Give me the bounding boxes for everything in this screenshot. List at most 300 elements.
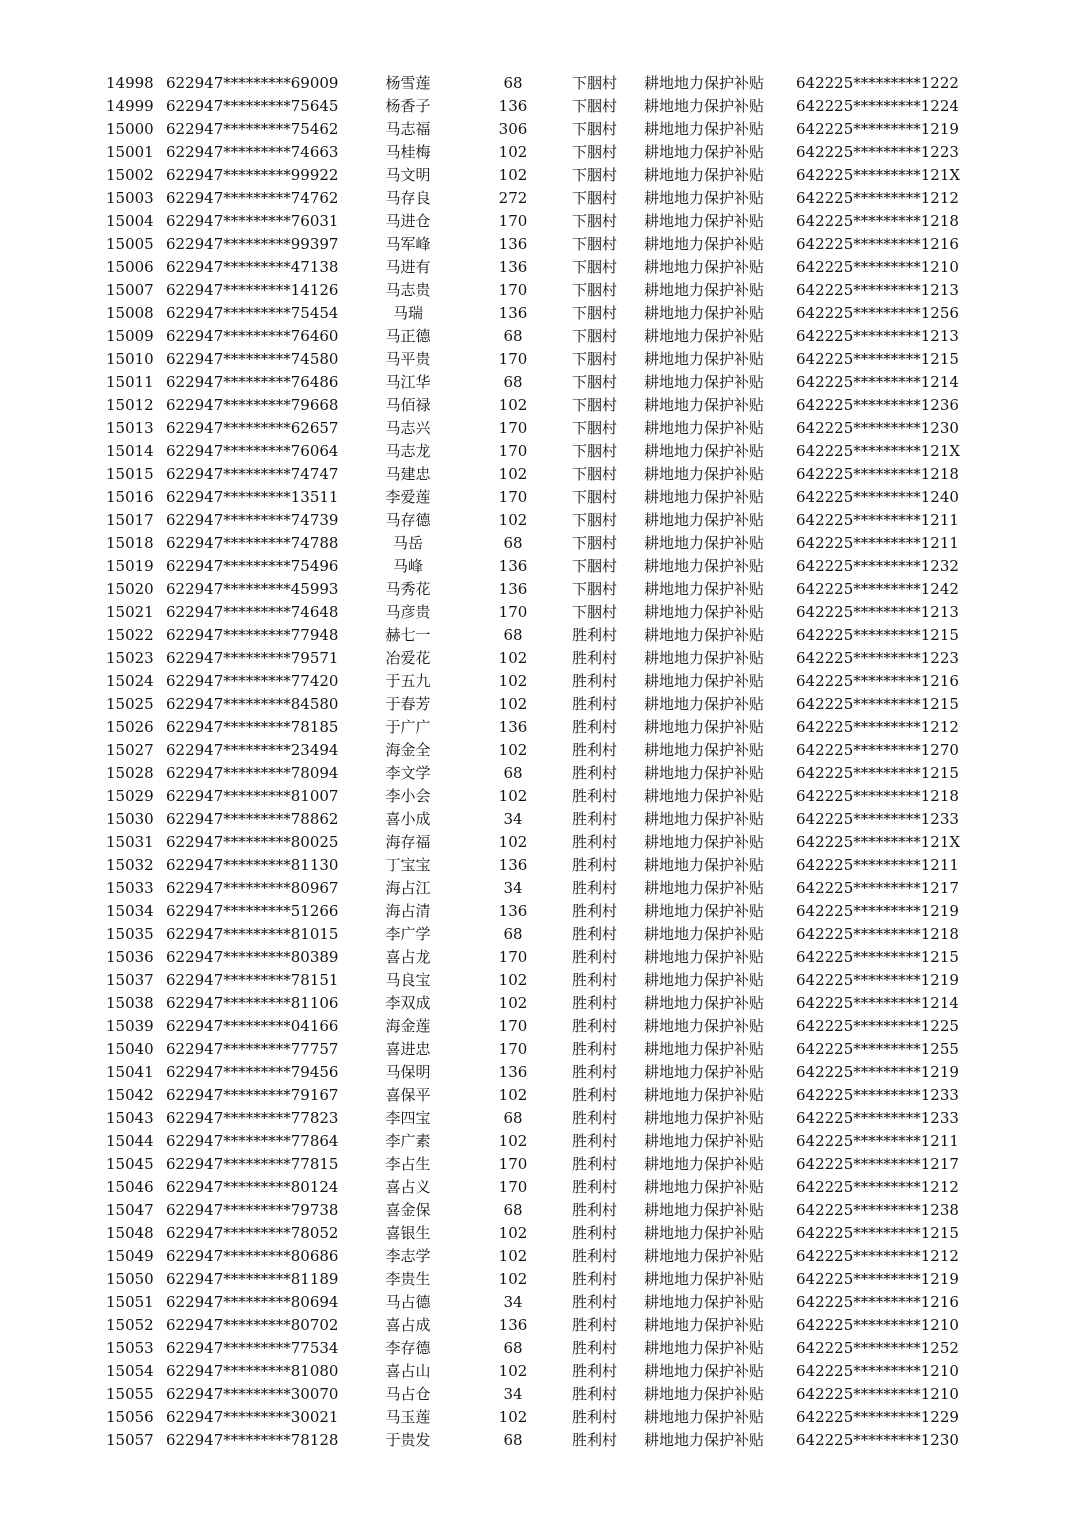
table-row: [0, 141, 1074, 164]
seq-number-cell: 15016: [106, 488, 154, 506]
subsidy-item-cell: 耕地地力保护补贴: [644, 304, 765, 322]
account-number-cell: 622947*********74580: [166, 350, 339, 368]
account-number-cell: 622947*********23494: [166, 741, 339, 759]
id-number-cell: 642225*********1215: [796, 948, 959, 966]
village-cell: 下胭村: [572, 327, 618, 345]
subsidy-item-cell: 耕地地力保护补贴: [644, 695, 765, 713]
name-cell: 马秀花: [385, 580, 431, 598]
village-cell: 下胭村: [572, 235, 618, 253]
amount-cell: 170: [498, 442, 528, 460]
village-cell: 下胭村: [572, 488, 618, 506]
amount-cell: 68: [503, 1431, 523, 1449]
id-number-cell: 642225*********1213: [796, 281, 959, 299]
seq-number-cell: 15027: [106, 741, 154, 759]
table-row: [0, 1245, 1074, 1268]
name-cell: 李存德: [385, 1339, 431, 1357]
village-cell: 下胭村: [572, 557, 618, 575]
table-row: [0, 1291, 1074, 1314]
seq-number-cell: 15055: [106, 1385, 154, 1403]
amount-cell: 136: [498, 1063, 528, 1081]
seq-number-cell: 15030: [106, 810, 154, 828]
amount-cell: 170: [498, 1178, 528, 1196]
table-row: [0, 302, 1074, 325]
name-cell: 马彦贵: [385, 603, 431, 621]
seq-number-cell: 15023: [106, 649, 154, 667]
seq-number-cell: 15004: [106, 212, 154, 230]
subsidy-item-cell: 耕地地力保护补贴: [644, 465, 765, 483]
amount-cell: 102: [498, 1132, 528, 1150]
seq-number-cell: 15036: [106, 948, 154, 966]
village-cell: 胜利村: [572, 787, 618, 805]
account-number-cell: 622947*********75645: [166, 97, 339, 115]
table-row: [0, 371, 1074, 394]
seq-number-cell: 15001: [106, 143, 154, 161]
subsidy-item-cell: 耕地地力保护补贴: [644, 580, 765, 598]
seq-number-cell: 15010: [106, 350, 154, 368]
account-number-cell: 622947*********81189: [166, 1270, 339, 1288]
seq-number-cell: 15044: [106, 1132, 154, 1150]
account-number-cell: 622947*********81106: [166, 994, 339, 1012]
seq-number-cell: 15019: [106, 557, 154, 575]
subsidy-item-cell: 耕地地力保护补贴: [644, 1155, 765, 1173]
id-number-cell: 642225*********1218: [796, 925, 959, 943]
amount-cell: 136: [498, 557, 528, 575]
id-number-cell: 642225*********1218: [796, 787, 959, 805]
name-cell: 喜占成: [385, 1316, 431, 1334]
subsidy-item-cell: 耕地地力保护补贴: [644, 166, 765, 184]
amount-cell: 170: [498, 603, 528, 621]
id-number-cell: 642225*********1230: [796, 419, 959, 437]
account-number-cell: 622947*********62657: [166, 419, 339, 437]
amount-cell: 68: [503, 373, 523, 391]
id-number-cell: 642225*********1217: [796, 1155, 959, 1173]
account-number-cell: 622947*********79571: [166, 649, 339, 667]
account-number-cell: 622947*********79167: [166, 1086, 339, 1104]
village-cell: 胜利村: [572, 1178, 618, 1196]
id-number-cell: 642225*********1213: [796, 603, 959, 621]
id-number-cell: 642225*********1219: [796, 902, 959, 920]
amount-cell: 102: [498, 695, 528, 713]
seq-number-cell: 15028: [106, 764, 154, 782]
id-number-cell: 642225*********1215: [796, 764, 959, 782]
subsidy-item-cell: 耕地地力保护补贴: [644, 603, 765, 621]
seq-number-cell: 15048: [106, 1224, 154, 1242]
village-cell: 下胭村: [572, 465, 618, 483]
account-number-cell: 622947*********81007: [166, 787, 339, 805]
seq-number-cell: 15005: [106, 235, 154, 253]
account-number-cell: 622947*********77534: [166, 1339, 339, 1357]
id-number-cell: 642225*********1238: [796, 1201, 959, 1219]
village-cell: 胜利村: [572, 672, 618, 690]
id-number-cell: 642225*********1211: [796, 511, 959, 529]
name-cell: 李志学: [385, 1247, 431, 1265]
village-cell: 下胭村: [572, 511, 618, 529]
amount-cell: 102: [498, 1224, 528, 1242]
village-cell: 下胭村: [572, 350, 618, 368]
seq-number-cell: 15033: [106, 879, 154, 897]
subsidy-item-cell: 耕地地力保护补贴: [644, 235, 765, 253]
name-cell: 马军峰: [385, 235, 431, 253]
village-cell: 胜利村: [572, 856, 618, 874]
amount-cell: 102: [498, 1270, 528, 1288]
village-cell: 胜利村: [572, 1385, 618, 1403]
name-cell: 丁宝宝: [385, 856, 431, 874]
subsidy-item-cell: 耕地地力保护补贴: [644, 764, 765, 782]
subsidy-item-cell: 耕地地力保护补贴: [644, 925, 765, 943]
account-number-cell: 622947*********77420: [166, 672, 339, 690]
table-row: [0, 946, 1074, 969]
amount-cell: 102: [498, 971, 528, 989]
amount-cell: 306: [498, 120, 528, 138]
account-number-cell: 622947*********77823: [166, 1109, 339, 1127]
village-cell: 下胭村: [572, 258, 618, 276]
subsidy-item-cell: 耕地地力保护补贴: [644, 442, 765, 460]
account-number-cell: 622947*********99397: [166, 235, 339, 253]
amount-cell: 102: [498, 994, 528, 1012]
id-number-cell: 642225*********1256: [796, 304, 959, 322]
amount-cell: 102: [498, 649, 528, 667]
seq-number-cell: 15056: [106, 1408, 154, 1426]
village-cell: 胜利村: [572, 741, 618, 759]
account-number-cell: 622947*********74788: [166, 534, 339, 552]
name-cell: 李四宝: [385, 1109, 431, 1127]
village-cell: 下胭村: [572, 534, 618, 552]
id-number-cell: 642225*********1242: [796, 580, 959, 598]
name-cell: 马志龙: [385, 442, 431, 460]
amount-cell: 136: [498, 97, 528, 115]
seq-number-cell: 15038: [106, 994, 154, 1012]
account-number-cell: 622947*********14126: [166, 281, 339, 299]
subsidy-item-cell: 耕地地力保护补贴: [644, 879, 765, 897]
subsidy-item-cell: 耕地地力保护补贴: [644, 1339, 765, 1357]
amount-cell: 170: [498, 488, 528, 506]
id-number-cell: 642225*********1212: [796, 718, 959, 736]
amount-cell: 68: [503, 925, 523, 943]
name-cell: 李广学: [385, 925, 431, 943]
id-number-cell: 642225*********1213: [796, 327, 959, 345]
id-number-cell: 642225*********1210: [796, 1385, 959, 1403]
account-number-cell: 622947*********84580: [166, 695, 339, 713]
seq-number-cell: 15029: [106, 787, 154, 805]
name-cell: 李广素: [385, 1132, 431, 1150]
seq-number-cell: 15003: [106, 189, 154, 207]
seq-number-cell: 15041: [106, 1063, 154, 1081]
id-number-cell: 642225*********1218: [796, 212, 959, 230]
name-cell: 马保明: [385, 1063, 431, 1081]
village-cell: 下胭村: [572, 603, 618, 621]
id-number-cell: 642225*********1219: [796, 971, 959, 989]
seq-number-cell: 15021: [106, 603, 154, 621]
amount-cell: 136: [498, 258, 528, 276]
village-cell: 胜利村: [572, 1132, 618, 1150]
seq-number-cell: 15039: [106, 1017, 154, 1035]
account-number-cell: 622947*********80124: [166, 1178, 339, 1196]
seq-number-cell: 15050: [106, 1270, 154, 1288]
name-cell: 于五九: [385, 672, 431, 690]
subsidy-item-cell: 耕地地力保护补贴: [644, 1086, 765, 1104]
table-row: [0, 1429, 1074, 1452]
seq-number-cell: 15009: [106, 327, 154, 345]
village-cell: 胜利村: [572, 1408, 618, 1426]
seq-number-cell: 15037: [106, 971, 154, 989]
name-cell: 喜进忠: [385, 1040, 431, 1058]
name-cell: 于贵发: [385, 1431, 431, 1449]
account-number-cell: 622947*********74739: [166, 511, 339, 529]
id-number-cell: 642225*********1216: [796, 1293, 959, 1311]
seq-number-cell: 15054: [106, 1362, 154, 1380]
amount-cell: 68: [503, 1201, 523, 1219]
account-number-cell: 622947*********04166: [166, 1017, 339, 1035]
village-cell: 胜利村: [572, 626, 618, 644]
account-number-cell: 622947*********80702: [166, 1316, 339, 1334]
seq-number-cell: 15034: [106, 902, 154, 920]
village-cell: 下胭村: [572, 580, 618, 598]
id-number-cell: 642225*********1212: [796, 189, 959, 207]
account-number-cell: 622947*********78151: [166, 971, 339, 989]
account-number-cell: 622947*********77864: [166, 1132, 339, 1150]
name-cell: 马良宝: [385, 971, 431, 989]
subsidy-item-cell: 耕地地力保护补贴: [644, 1408, 765, 1426]
amount-cell: 170: [498, 948, 528, 966]
id-number-cell: 642225*********1215: [796, 695, 959, 713]
amount-cell: 102: [498, 1247, 528, 1265]
id-number-cell: 642225*********1270: [796, 741, 959, 759]
subsidy-item-cell: 耕地地力保护补贴: [644, 1178, 765, 1196]
table-row: [0, 900, 1074, 923]
id-number-cell: 642225*********1223: [796, 649, 959, 667]
id-number-cell: 642225*********1225: [796, 1017, 959, 1035]
id-number-cell: 642225*********1224: [796, 97, 959, 115]
table-row: [0, 325, 1074, 348]
subsidy-item-cell: 耕地地力保护补贴: [644, 1017, 765, 1035]
village-cell: 胜利村: [572, 994, 618, 1012]
amount-cell: 102: [498, 396, 528, 414]
account-number-cell: 622947*********30021: [166, 1408, 339, 1426]
account-number-cell: 622947*********78094: [166, 764, 339, 782]
amount-cell: 68: [503, 1109, 523, 1127]
amount-cell: 68: [503, 626, 523, 644]
table-row: [0, 923, 1074, 946]
village-cell: 胜利村: [572, 649, 618, 667]
name-cell: 喜银生: [385, 1224, 431, 1242]
account-number-cell: 622947*********80389: [166, 948, 339, 966]
seq-number-cell: 15026: [106, 718, 154, 736]
seq-number-cell: 15008: [106, 304, 154, 322]
village-cell: 胜利村: [572, 971, 618, 989]
amount-cell: 136: [498, 902, 528, 920]
name-cell: 于春芳: [385, 695, 431, 713]
seq-number-cell: 15015: [106, 465, 154, 483]
account-number-cell: 622947*********78862: [166, 810, 339, 828]
amount-cell: 170: [498, 212, 528, 230]
subsidy-item-cell: 耕地地力保护补贴: [644, 1109, 765, 1127]
table-row: [0, 693, 1074, 716]
account-number-cell: 622947*********30070: [166, 1385, 339, 1403]
id-number-cell: 642225*********1232: [796, 557, 959, 575]
account-number-cell: 622947*********69009: [166, 74, 339, 92]
name-cell: 马占德: [385, 1293, 431, 1311]
name-cell: 李爱莲: [385, 488, 431, 506]
id-number-cell: 642225*********1214: [796, 994, 959, 1012]
account-number-cell: 622947*********81080: [166, 1362, 339, 1380]
subsidy-item-cell: 耕地地力保护补贴: [644, 741, 765, 759]
id-number-cell: 642225*********1215: [796, 1224, 959, 1242]
id-number-cell: 642225*********1216: [796, 672, 959, 690]
village-cell: 胜利村: [572, 833, 618, 851]
account-number-cell: 622947*********99922: [166, 166, 339, 184]
seq-number-cell: 15035: [106, 925, 154, 943]
village-cell: 胜利村: [572, 1155, 618, 1173]
subsidy-item-cell: 耕地地力保护补贴: [644, 557, 765, 575]
table-row: [0, 831, 1074, 854]
id-number-cell: 642225*********121X: [796, 442, 961, 460]
subsidy-item-cell: 耕地地力保护补贴: [644, 258, 765, 276]
amount-cell: 102: [498, 1408, 528, 1426]
seq-number-cell: 15042: [106, 1086, 154, 1104]
name-cell: 海占江: [385, 879, 431, 897]
subsidy-item-cell: 耕地地力保护补贴: [644, 718, 765, 736]
account-number-cell: 622947*********79738: [166, 1201, 339, 1219]
amount-cell: 170: [498, 281, 528, 299]
subsidy-item-cell: 耕地地力保护补贴: [644, 534, 765, 552]
village-cell: 胜利村: [572, 1224, 618, 1242]
amount-cell: 68: [503, 74, 523, 92]
seq-number-cell: 15057: [106, 1431, 154, 1449]
account-number-cell: 622947*********77757: [166, 1040, 339, 1058]
village-cell: 胜利村: [572, 1247, 618, 1265]
amount-cell: 136: [498, 856, 528, 874]
amount-cell: 136: [498, 1316, 528, 1334]
amount-cell: 170: [498, 1155, 528, 1173]
subsidy-item-cell: 耕地地力保护补贴: [644, 856, 765, 874]
subsidy-item-cell: 耕地地力保护补贴: [644, 902, 765, 920]
subsidy-item-cell: 耕地地力保护补贴: [644, 1293, 765, 1311]
name-cell: 喜保平: [385, 1086, 431, 1104]
subsidy-item-cell: 耕地地力保护补贴: [644, 1385, 765, 1403]
subsidy-item-cell: 耕地地力保护补贴: [644, 1247, 765, 1265]
account-number-cell: 622947*********77815: [166, 1155, 339, 1173]
subsidy-item-cell: 耕地地力保护补贴: [644, 373, 765, 391]
seq-number-cell: 15043: [106, 1109, 154, 1127]
table-row: [0, 1107, 1074, 1130]
name-cell: 喜占山: [385, 1362, 431, 1380]
village-cell: 胜利村: [572, 925, 618, 943]
amount-cell: 136: [498, 580, 528, 598]
account-number-cell: 622947*********74648: [166, 603, 339, 621]
id-number-cell: 642225*********1219: [796, 1063, 959, 1081]
seq-number-cell: 15031: [106, 833, 154, 851]
name-cell: 马江华: [385, 373, 431, 391]
table-row: [0, 463, 1074, 486]
id-number-cell: 642225*********1212: [796, 1247, 959, 1265]
id-number-cell: 642225*********1212: [796, 1178, 959, 1196]
table-row: [0, 1038, 1074, 1061]
subsidy-item-cell: 耕地地力保护补贴: [644, 1362, 765, 1380]
account-number-cell: 622947*********74747: [166, 465, 339, 483]
seq-number-cell: 15051: [106, 1293, 154, 1311]
seq-number-cell: 14998: [106, 74, 154, 92]
village-cell: 下胭村: [572, 143, 618, 161]
table-row: [0, 1268, 1074, 1291]
account-number-cell: 622947*********78128: [166, 1431, 339, 1449]
account-number-cell: 622947*********75454: [166, 304, 339, 322]
name-cell: 杨香子: [385, 97, 431, 115]
village-cell: 下胭村: [572, 396, 618, 414]
table-row: [0, 348, 1074, 371]
subsidy-item-cell: 耕地地力保护补贴: [644, 1316, 765, 1334]
name-cell: 喜小成: [385, 810, 431, 828]
id-number-cell: 642225*********1252: [796, 1339, 959, 1357]
table-row: [0, 1337, 1074, 1360]
subsidy-item-cell: 耕地地力保护补贴: [644, 189, 765, 207]
seq-number-cell: 15022: [106, 626, 154, 644]
table-row: [0, 670, 1074, 693]
amount-cell: 102: [498, 833, 528, 851]
village-cell: 胜利村: [572, 1362, 618, 1380]
account-number-cell: 622947*********77948: [166, 626, 339, 644]
account-number-cell: 622947*********78052: [166, 1224, 339, 1242]
village-cell: 胜利村: [572, 718, 618, 736]
table-row: [0, 624, 1074, 647]
amount-cell: 170: [498, 419, 528, 437]
table-row: [0, 601, 1074, 624]
table-row: [0, 647, 1074, 670]
seq-number-cell: 15011: [106, 373, 154, 391]
account-number-cell: 622947*********80025: [166, 833, 339, 851]
name-cell: 李占生: [385, 1155, 431, 1173]
subsidy-item-cell: 耕地地力保护补贴: [644, 350, 765, 368]
table-row: [0, 440, 1074, 463]
table-row: [0, 739, 1074, 762]
table-row: [0, 1153, 1074, 1176]
amount-cell: 136: [498, 235, 528, 253]
village-cell: 下胭村: [572, 189, 618, 207]
name-cell: 李文学: [385, 764, 431, 782]
seq-number-cell: 15045: [106, 1155, 154, 1173]
name-cell: 喜金保: [385, 1201, 431, 1219]
amount-cell: 34: [503, 1293, 523, 1311]
subsidy-item-cell: 耕地地力保护补贴: [644, 327, 765, 345]
table-row: [0, 394, 1074, 417]
name-cell: 马桂梅: [385, 143, 431, 161]
amount-cell: 34: [503, 879, 523, 897]
subsidy-item-cell: 耕地地力保护补贴: [644, 948, 765, 966]
village-cell: 下胭村: [572, 212, 618, 230]
subsidy-item-cell: 耕地地力保护补贴: [644, 672, 765, 690]
village-cell: 胜利村: [572, 695, 618, 713]
name-cell: 海占清: [385, 902, 431, 920]
table-row: [0, 210, 1074, 233]
name-cell: 马岳: [392, 534, 423, 552]
name-cell: 马玉莲: [385, 1408, 431, 1426]
village-cell: 胜利村: [572, 1086, 618, 1104]
name-cell: 李小会: [385, 787, 431, 805]
table-row: [0, 1406, 1074, 1429]
account-number-cell: 622947*********74663: [166, 143, 339, 161]
table-row: [0, 762, 1074, 785]
id-number-cell: 642225*********1233: [796, 1086, 959, 1104]
table-row: [0, 486, 1074, 509]
village-cell: 胜利村: [572, 948, 618, 966]
account-number-cell: 622947*********78185: [166, 718, 339, 736]
subsidy-item-cell: 耕地地力保护补贴: [644, 281, 765, 299]
amount-cell: 68: [503, 327, 523, 345]
account-number-cell: 622947*********47138: [166, 258, 339, 276]
id-number-cell: 642225*********1236: [796, 396, 959, 414]
seq-number-cell: 15014: [106, 442, 154, 460]
subsidy-item-cell: 耕地地力保护补贴: [644, 810, 765, 828]
id-number-cell: 642225*********1217: [796, 879, 959, 897]
